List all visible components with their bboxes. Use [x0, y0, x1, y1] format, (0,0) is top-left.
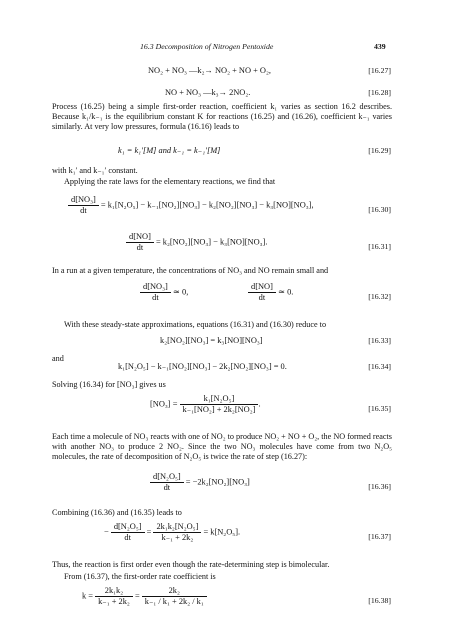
paragraph: Process (16.25) being a simple first-order reaction, coefficient k₁ varies as section 16.2 describes. Because k₁/k₋₁ is the equilibrium constant K for reactions (16.25) and (16.26), coefficient k₋₁ varies similarly. At very low pressures, formula (16.16) leads to: [52, 102, 392, 131]
equation-number: [16.35]: [368, 404, 391, 413]
equation-16-29: k₁ = k₁′[M] and k₋₁ = k₋₁′[M]: [118, 146, 221, 155]
equation-number: [16.34]: [368, 362, 391, 371]
equation-number: [16.29]: [368, 146, 391, 155]
paragraph: Combining (16.36) and (16.35) leads to: [52, 508, 182, 517]
equation-16-37: − $\frac{\text{d[N₂O₅]}}{dt}$ = $\frac{\text{2k₁k₂[N₂O₅]}}{\text{k₋₁ + 2k₂}}$ = k[N₂O₅].: [104, 522, 241, 543]
equation-number: [16.32]: [368, 292, 391, 301]
equation-number: [16.28]: [368, 88, 391, 97]
equation-16-32b: $\frac{d[NO]}{dt}$ ≃ 0.: [248, 282, 293, 303]
paragraph: with k₁′ and k₋₁′ constant.: [52, 166, 138, 175]
paragraph: With these steady-state approximations, equations (16.31) and (16.30) reduce to: [64, 320, 327, 329]
page-number: 439: [374, 42, 386, 51]
equation-number: [16.27]: [368, 66, 391, 75]
equation-16-27: NO₂ + NO₃ —k₂→ NO₂ + NO + O₂,: [148, 66, 271, 75]
equation-number: [16.31]: [368, 242, 391, 251]
equation-number: [16.37]: [368, 532, 391, 541]
paragraph: In a run at a given temperature, the concentrations of NO₃ and NO remain small and: [52, 266, 329, 275]
paragraph: From (16.37), the first-order rate coefficient is: [64, 572, 216, 581]
equation-16-33: k₂[NO₂][NO₃] = k₃[NO][NO₃]: [160, 336, 263, 345]
equation-number: [16.36]: [368, 482, 391, 491]
equation-16-28: NO + NO₃ —k₃→ 2NO₂.: [165, 88, 251, 97]
equation-16-32a: $\frac{\text{d[NO₃]}}{dt}$ ≃ 0,: [140, 282, 188, 303]
equation-16-34: k₁[N₂O₅] − k₋₁[NO₂][NO₃] − 2k₂[NO₂][NO₃] = 0.: [118, 362, 287, 371]
paragraph: Thus, the reaction is first order even though the rate-determining step is bimolecular.: [52, 560, 330, 569]
equation-16-35: [NO₃] = $\frac{\text{k₁[N₂O₅]}}{\text{k₋₁[NO₂] + 2k₂[NO₂]}}$ .: [150, 394, 261, 415]
equation-16-38: k = $\frac{\text{2k₁k₂}}{\text{k₋₁ + 2k₂}}$ = $\frac{\text{2k₂}}{\text{k₋₁ / k₁ + 2k₂ / k₁}}$: [82, 586, 207, 607]
paragraph: and: [52, 354, 64, 363]
equation-number: [16.38]: [368, 596, 391, 605]
equation-16-31: $\frac{d[NO]}{dt}$ = k₂[NO₂][NO₃] − k₃[NO][NO₃].: [126, 232, 267, 253]
equation-16-30: $\frac{\text{d[NO₃]}}{dt}$ = k₁[N₂O₅] − k₋₁[NO₂][NO₃] − k₂[NO₂][NO₃] − k₃[NO][NO₃],: [68, 195, 314, 216]
paragraph: Applying the rate laws for the elementary reactions, we find that: [64, 177, 276, 186]
equation-number: [16.30]: [368, 205, 391, 214]
equation-16-36: $\frac{\text{d[N₂O₅]}}{dt}$ = −2k₂[NO₂][NO₃]: [150, 472, 250, 493]
running-header: 16.3 Decomposition of Nitrogen Pentoxide: [140, 42, 274, 51]
paragraph: Solving (16.34) for [NO₃] gives us: [52, 380, 166, 389]
equation-number: [16.33]: [368, 336, 391, 345]
paragraph: Each time a molecule of NO₃ reacts with one of NO₂ to produce NO₂ + NO + O₂, the NO formed reacts with another NO₃ to produce 2 NO₂. Since the two NO₃ molecules have come from two N₂O₅ molecules, the rate of decomposition of N₂O₅ is twice the rate of step (16.27):: [52, 432, 392, 461]
